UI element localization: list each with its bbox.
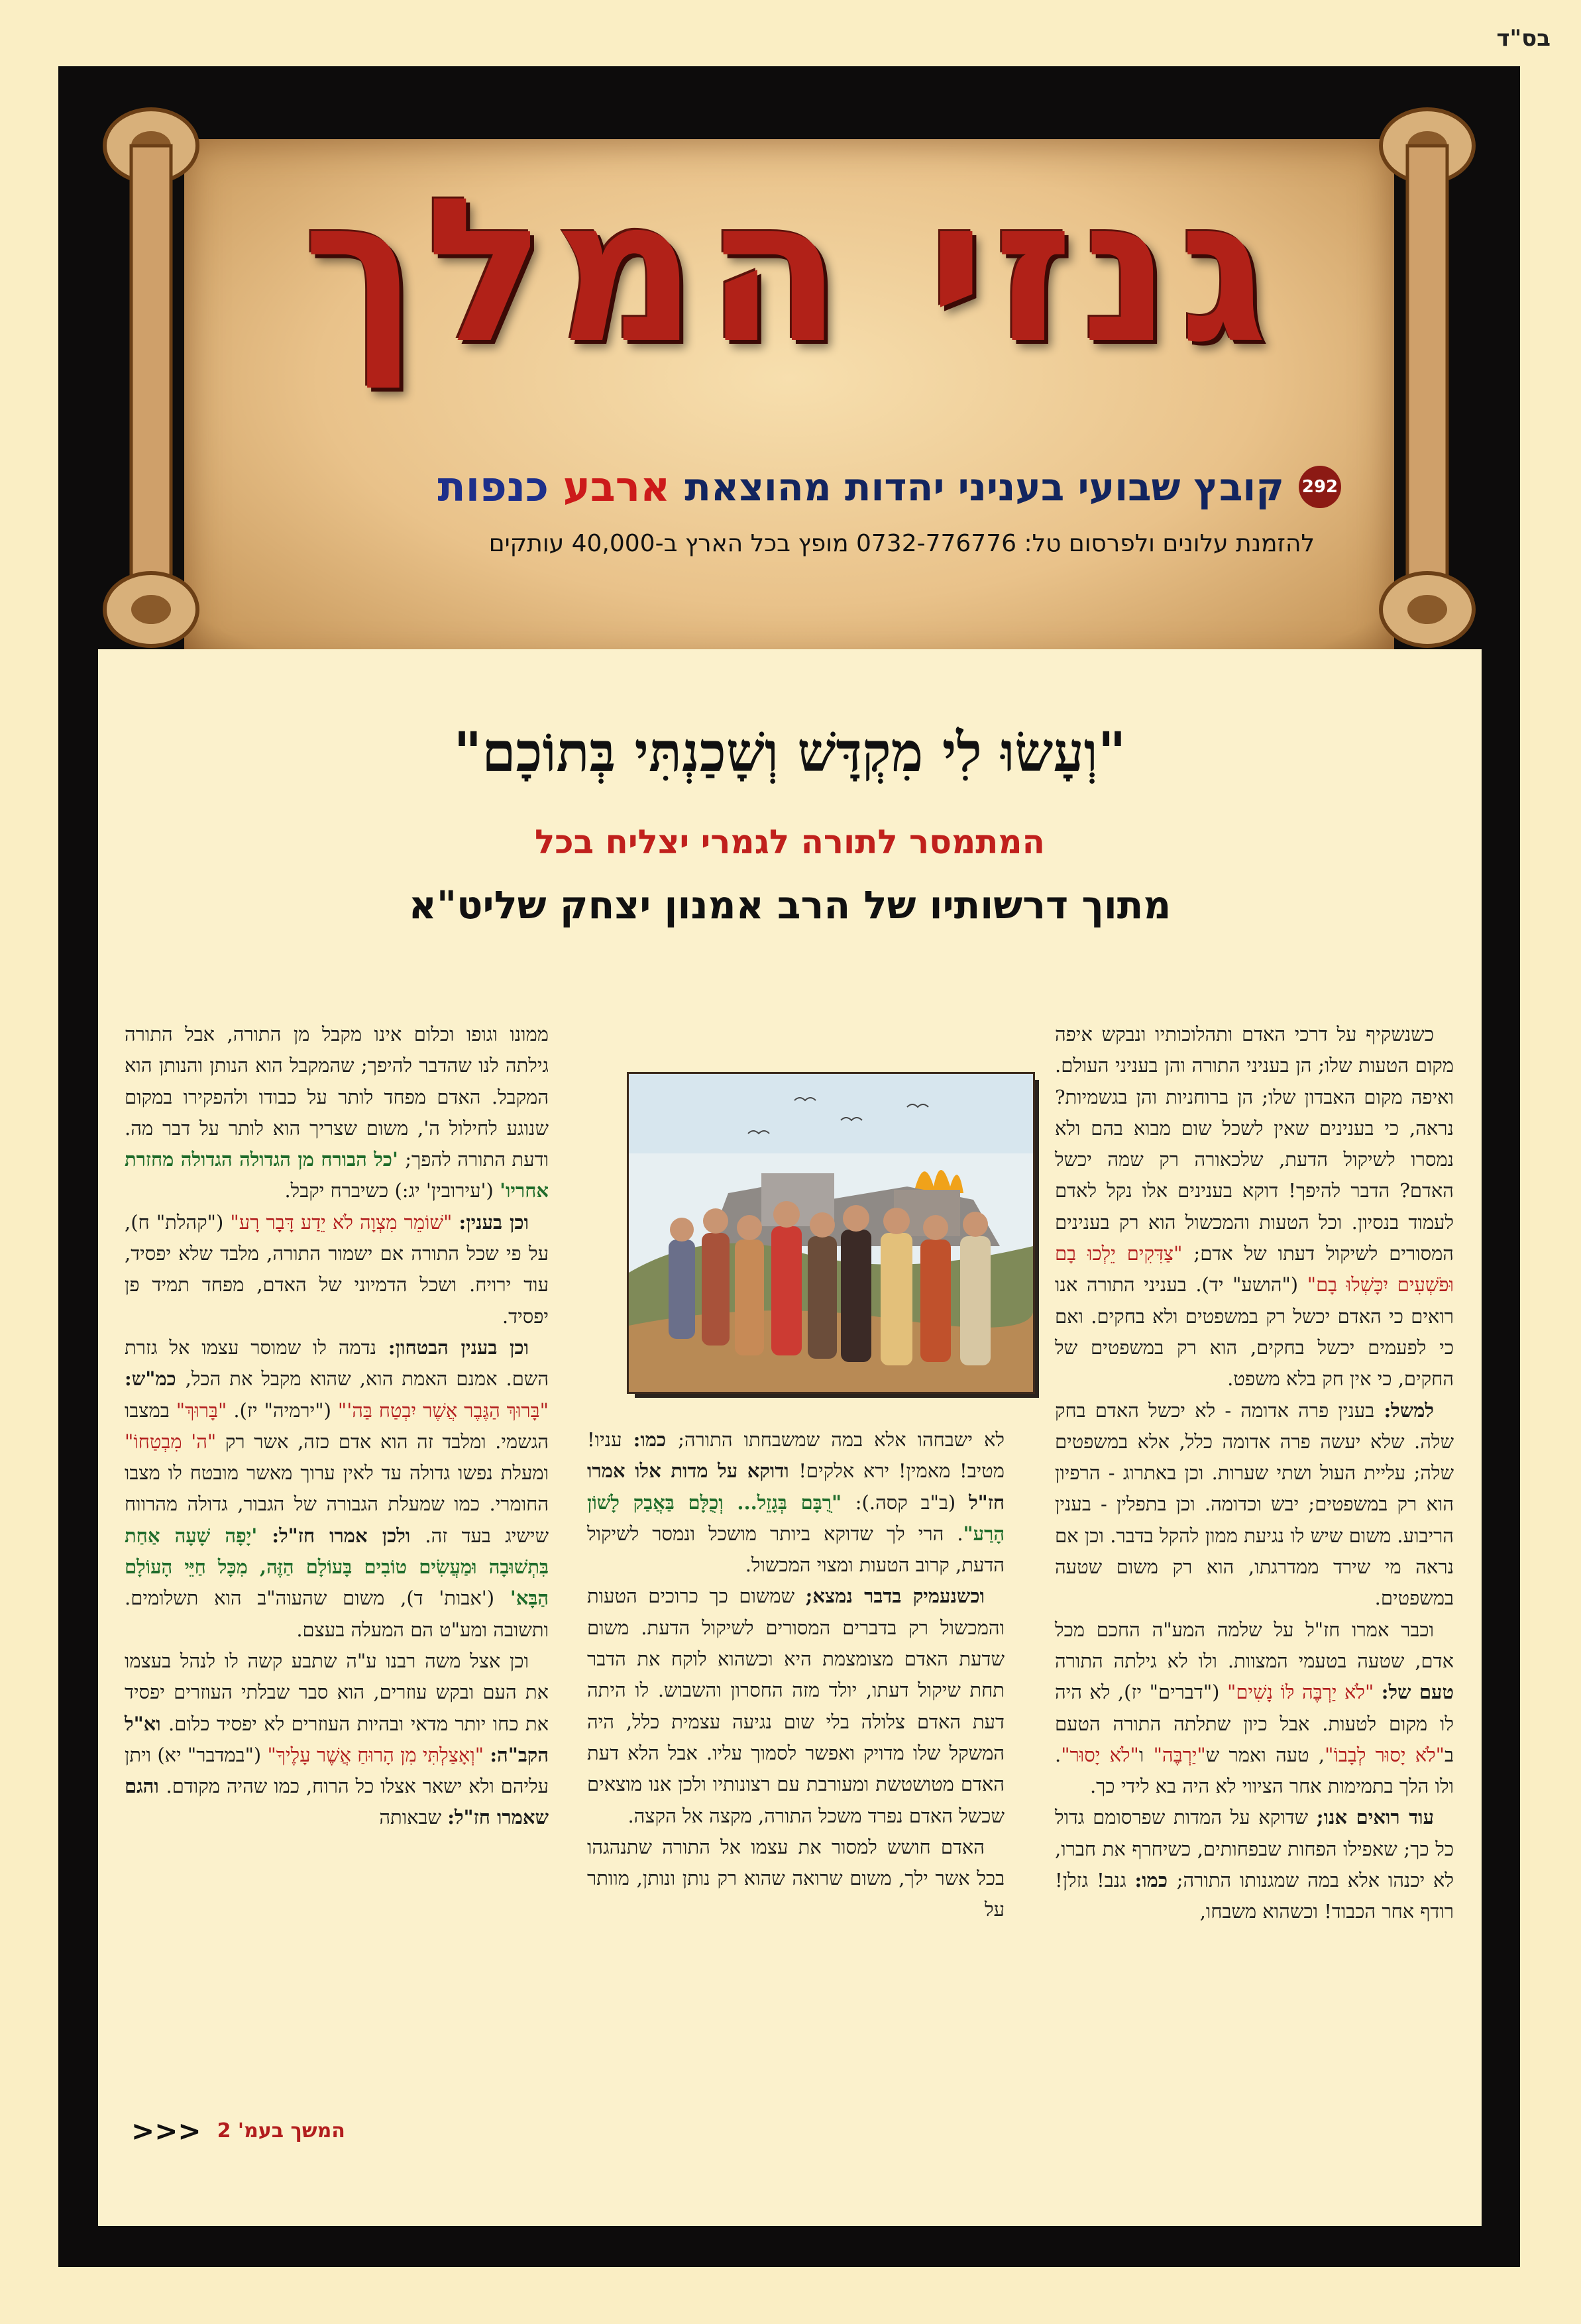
text: וכבר אמרו חז"ל על שלמה המע"ה החכם מכל אדם, שטעה בטעמי המצוות. ולו לא גילתה התורה [1055,1618,1454,1672]
bold-lead: ולכן אמרו חז"ל: [272,1524,425,1547]
text: ('אבות' ד), משום שהעוה"ב הוא תשלומים. ותשובה ומע"ט הם המעלה בעצם. [125,1587,549,1641]
bold-lead: וכשנעמיק בדבר נמצא; [805,1585,985,1608]
sages-quote: "רֻבָּם בְּגָזֵל... וְכֻלָּם בַּאֲבַק לָשׁוֹן הָרַע" [587,1491,1005,1545]
publisher-brand [437,462,670,511]
paragraph [1055,1019,1454,1395]
paragraph [125,1207,549,1332]
bold-lead: וכן בענין הבטחון: [388,1336,529,1359]
text: האדם חושש למסור את עצמו אל התורה שתנהגהו בכל אשר ילך, משום שרואה שהוא רק נותן ונותן, מוותר על [587,1835,1005,1921]
article-column-middle [587,1424,1005,2160]
text: במצבו הגשמי. ומלבד זה הוא אדם כזה, אשר רק [125,1399,549,1453]
text: בענין פרה אדומה - לא יכשל האדם בחק שלה. שלא יעשה פרה אדומה כלל, אלא במשפטים שלה; עליית העול ושתי שערות. וכן באתרוג - הרפיון הוא רק במשפטים; יבש וכדומה. וכן בתפלין - בענין הריבוע. משום שיש לו נגיעת ממון להקל בדבר. וכן אם נראה מי שירד ממדרגתו, הוא רק משום שטעה במשפטים. [1055,1399,1454,1610]
continue-label: המשך בעמ' 2 [217,2119,345,2142]
brand-part-1: ארבע [563,462,671,511]
bold-lead: והגם שאמרו חז"ל: [125,1775,549,1829]
text: . הרי לך שדוקא ביותר מושכל ונמסר לשיקול הדעת, קרוב הטעות ומצוי המכשול. [587,1522,1005,1577]
paragraph [587,1832,1005,1926]
tagline-text: קובץ שבועי בעניני יהדות מהוצאת [684,464,1284,509]
illustration-people-ruins [629,1074,1033,1392]
bold-lead: כמו: [633,1428,679,1451]
continue-arrows-icon: <<< [131,2115,201,2147]
text: ("במדבר" יא) ויתן עליהם ולא ישאר אצלו כל הרוח, כמו שהיה מקודם. [125,1743,549,1798]
text: גנב! גזלן! רודף אחר הכבוד! וכשהוא משבחו, [1055,1869,1454,1923]
text: שמשום כך כרוכים הטעות והמכשול רק בדברים המסורים לשיקול הדעת. משום שדעת האדם מצומצמת היא וכשהוא לוקח את הדבר תחת שיקול דעתו, יולד מזה החסרון והשבוש. לו היתה דעת האדם צלולה בלי שום נגיעה עצמית כלל, היה המשקל שלו מדויק ואפשר לסמוך עליו. אבל הלא דעת האדם מטושטשת ומעורבת עם רצונותיו ולכן אנו מוצאים שכשל האדם נפרד משכל התורה, מקצה אל הקצה. [587,1585,1005,1827]
article-panel [98,649,1482,2226]
scripture-quote: "ה' מִבְטַחוֹ" [125,1430,225,1453]
text: . ולו הלך בתמימות אחר הציווי לא היה בא לידי כך. [1055,1743,1454,1798]
article-subhead-red: המתמסר לתורה לגמרי יצליח בכל [535,823,1045,861]
masthead-title: גנזי המלך [302,156,1276,387]
scripture-quote: "לֹא יַרְבֶּה לּוֹ נָשִׁים" [1227,1681,1382,1704]
text: ממונו וגופו וכלום אינו מקבל מן התורה, אבל התורה גילתה לנו שהדבר להיפך; שהמקבל הוא הנותן והנותן הוא המקבל. האדם מפחד לותר על כבודו ולהפקירו במקום שנוגע לחילול ה', משום שצריך הוא לותר על דבר מה. ודעת התורה להפך; [125,1023,549,1171]
bold-lead: עוד רואים אנו; [1316,1806,1435,1829]
paragraph [1055,1802,1454,1927]
continued-on-page-2[interactable] [131,2115,345,2147]
contact-line: להזמנת עלונים ולפרסום טל: 0732-776776 מופץ בכל הארץ ב-40,000 עותקים [488,530,1315,557]
masthead-tagline [437,462,1341,511]
scripture-quote: "וְאָצַלְתִּי מִן הָרוּחַ אֲשֶׁר עָלֶיךָ" [267,1743,490,1766]
paragraph [125,1332,549,1646]
text: , טעה ואמר ש [1205,1743,1325,1766]
text: שבאותה [379,1806,448,1829]
corner-mark: בס"ד [1496,25,1551,52]
article-headline: "וְעָשׂוּ לִי מִקְדָּשׁ וְשָׁכַנְתִּי בְּתוֹכָם" [453,721,1126,784]
page-frame [58,66,1520,2267]
issue-number-badge: 292 [1299,466,1341,508]
scripture-quote: "שׁוֹמֵר מִצְוָה לֹא יֵדַע דָּבָר רָע" [230,1210,459,1234]
text: ('עירובין' יג:) כשיברח יקבל. [284,1179,500,1202]
text: ("קהלת" ח), על פי שכל התורה אם ישמור התורה, מלבד שלא יפסיד, עוד ירויח. ושכל הדמיוני של האדם, מפחד תמיד פן יפסיד. [125,1210,549,1328]
text: ("הושע" יד). בעניני התורה אנו רואים כי האדם יכשל רק במשפטים ולא בחקים. ואם כי לפעמים יכשל בחקים, הוא רק במשפטים של החקים, כי אין חק בלא משפט. [1055,1273,1454,1391]
masthead [58,66,1520,636]
paragraph [1055,1614,1454,1803]
scripture-quote: "בָּרוּךְ הַגֶּבֶר אֲשֶׁר יִבְטַח בַּה'" [337,1399,549,1422]
paragraph [587,1424,1005,1581]
illustration [627,1072,1035,1394]
article-column-left [125,1019,549,2132]
scripture-quote: "לֹא יָסוּר לְבָבוֹ" [1325,1743,1445,1766]
text: עניו! מטיב! מאמין! ירא אלקים! [587,1428,1005,1483]
text: (ב"ב קסה.): [855,1491,969,1514]
sages-quote: 'כל הבורח מן הגדולה הגדולה מחזרת אחריו' [125,1148,549,1202]
bold-lead: כמ"ש: [125,1367,186,1391]
paragraph [125,1019,549,1207]
paragraph [587,1581,1005,1831]
bold-lead: וא"ל הקב"ה: [125,1712,549,1766]
text: לא ישבחהו אלא במה שמשבחתו התורה; [678,1428,1005,1451]
article-subhead-attribution: מתוך דרשותיו של הרב אמנון יצחק שליט"א [408,882,1172,927]
article-column-right [1055,1019,1454,2158]
text: ("דברים" יז), לא היה לו מקום לטעות. אבל כיון שתלתה התורה הטעם ב [1055,1681,1454,1766]
scripture-quote: "בָּרוּךְ" [176,1399,234,1422]
scripture-quote: "יַרְבֶּה" [1153,1743,1206,1766]
bold-lead: למשל: [1384,1399,1434,1422]
text: ומעלת נפשו גדולה עד לאין ערוך מאשר מובטח לו מצבו החומרי. כמו שמעלת הגבורה של הגבור, גדולה מהרווח שישיג בעד זה. [125,1461,549,1547]
brand-part-2: כנפות [437,462,563,511]
paragraph [125,1646,549,1834]
bold-lead: וכן בענין: [459,1210,529,1234]
bold-lead: ודוקא על מדות אלו אמרו חז"ל [587,1459,1005,1514]
text: נדמה לו שמוסר עצמו אל גזרת השם. אמנם האמת הוא, שהוא מקבל את הכל, [125,1336,549,1391]
text: וכן אצל משה רבנו ע"ה שתבע קשה לו לנהל בעצמו את העם ובקש עוזרים, הוא סבר שבלתי העוזרים יפסיד את כחו יותר מדאי ובהיות העוזרים לא יפסיד כלום. [125,1649,549,1735]
text: כשנשקיף על דרכי האדם ותהלוכותיו ונבקש איפה מקום הטעות שלו; הן בעניני התורה והן בעניני העולם. ואיפה מקום האבדון שלו; הן ברוחניות והן בגשמיות? נראה, כי בענינים שאין לשכל שום מבוא בהם ולא נמסרו לשיקול הדעת, שלכאורה רק שמה יכשל האדם? הדבר להיפך! דוקא בענינים אלו נקל לאדם לעמוד בנסיון. וכל הטעות והמכשול הוא רק בענינים המסורים לשיקול דעתו של אדם; [1055,1023,1454,1265]
text: ("ירמיה" יז). [233,1399,338,1422]
scripture-quote: "לֹא יָסוּר" [1061,1743,1139,1766]
paragraph [1055,1395,1454,1614]
text: ו [1138,1743,1154,1766]
bold-lead: טעם של: [1381,1681,1454,1704]
text: שדוקא על המדות שפרסומם גדול כל כך; שאפילו הפחות שבפחותים, כשיחרף את חברו, לא יכנהו אלא במה שמגנותו התורה; [1055,1806,1454,1892]
bold-lead: כמו: [1134,1869,1177,1892]
scripture-quote: "צַדִּקִים יֵלְכוּ בָם וּפֹשְׁעִים יִכָּשְׁלוּ בָם" [1055,1242,1454,1296]
sages-quote: 'יָפָה שָׁעָה אַחַת בִּתְשׁוּבָה וּמַעֲשִׂים טוֹבִים בָּעוֹלָם הַזֶּה, מִכָּל חַיֵּי הָעוֹלָם הַבָּא' [125,1524,549,1610]
